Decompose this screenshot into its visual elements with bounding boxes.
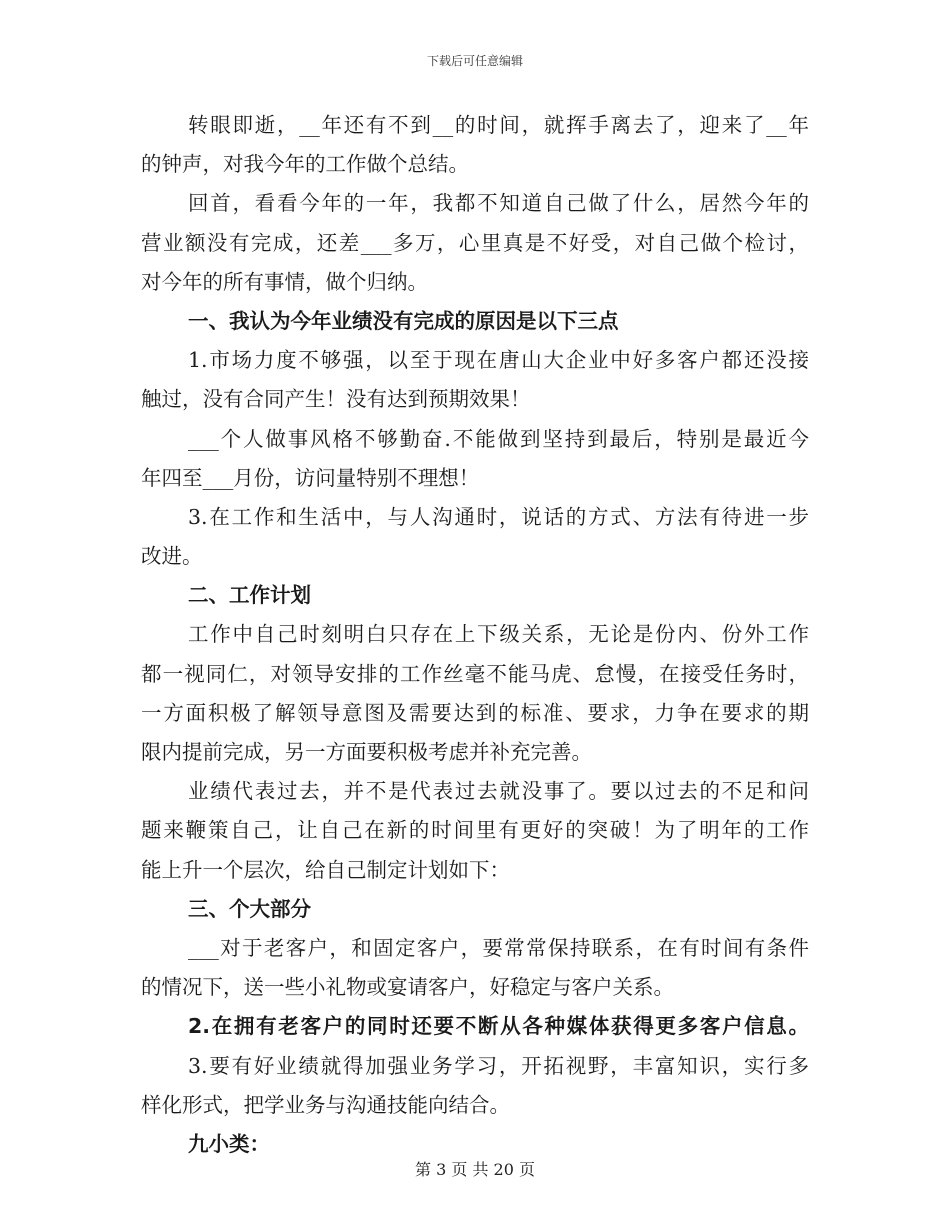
section-heading-line: 一、我认为今年业绩没有完成的原因是以下三点 <box>188 308 619 333</box>
paragraph-line: 3.在工作和生活中，与人沟通时，说话的方式、方法有待进一步 <box>188 504 809 529</box>
paragraph-line: 触过，没有合同产生！没有达到预期效果！ <box>141 387 531 412</box>
paragraph-line: 工作中自己时刻明白只存在上下级关系，无论是份内、份外工作 <box>188 622 809 647</box>
paragraph-line: 转眼即逝，__年还有不到__的时间，就挥手离去了，迎来了__年 <box>188 113 809 137</box>
paragraph-line: 业绩代表过去，并不是代表过去就没事了。要以过去的不足和问 <box>188 779 809 804</box>
paragraph-line: 对今年的所有事情，做个归纳。 <box>141 269 428 294</box>
paragraph-line: 1.市场力度不够强，以至于现在唐山大企业中好多客户都还没接 <box>188 348 809 373</box>
section-heading-line: 九小类： <box>188 1131 270 1156</box>
paragraph-line: 改进。 <box>141 544 203 569</box>
paragraph-line: 年四至___月份，访问量特别不理想！ <box>141 465 480 490</box>
paragraph-line: 营业额没有完成，还差___多万，心里真是不好受，对自己做个检讨， <box>141 230 809 255</box>
paragraph-line: 样化形式，把学业务与沟通技能向结合。 <box>141 1092 510 1117</box>
paragraph-line: ___个人做事风格不够勤奋.不能做到坚持到最后，特别是最近今 <box>188 426 809 451</box>
paragraph-line: 回首，看看今年的一年，我都不知道自己做了什么，居然今年的 <box>188 191 809 216</box>
paragraph-line: 的情况下，送一些小礼物或宴请客户，好稳定与客户关系。 <box>141 975 674 1000</box>
section-heading-line: 三、个大部分 <box>188 896 311 921</box>
section-heading-line: 二、工作计划 <box>188 583 311 608</box>
paragraph-line: 一方面积极了解领导意图及需要达到的标准、要求，力争在要求的期 <box>141 700 809 725</box>
page-number: 第 3 页 共 20 页 <box>415 1160 535 1179</box>
paragraph-line: 能上升一个层次，给自己制定计划如下： <box>141 857 510 882</box>
paragraph-line: 题来鞭策自己，让自己在新的时间里有更好的突破！为了明年的工作 <box>141 818 809 843</box>
header-note: 下载后可任意编辑 <box>426 54 523 68</box>
section-heading-line: 2.在拥有老客户的同时还要不断从各种媒体获得更多客户信息。 <box>188 1014 809 1039</box>
document-body <box>141 106 809 1164</box>
paragraph-line: 3.要有好业绩就得加强业务学习，开拓视野，丰富知识，实行多 <box>188 1053 809 1078</box>
paragraph-line: 都一视同仁，对领导安排的工作丝毫不能马虎、怠慢，在接受任务时， <box>141 661 809 686</box>
paragraph-line: ___对于老客户，和固定客户，要常常保持联系，在有时间有条件 <box>188 935 809 960</box>
paragraph-line: 的钟声，对我今年的工作做个总结。 <box>141 152 469 177</box>
paragraph-line: 限内提前完成，另一方面要积极考虑并补充完善。 <box>141 740 592 764</box>
